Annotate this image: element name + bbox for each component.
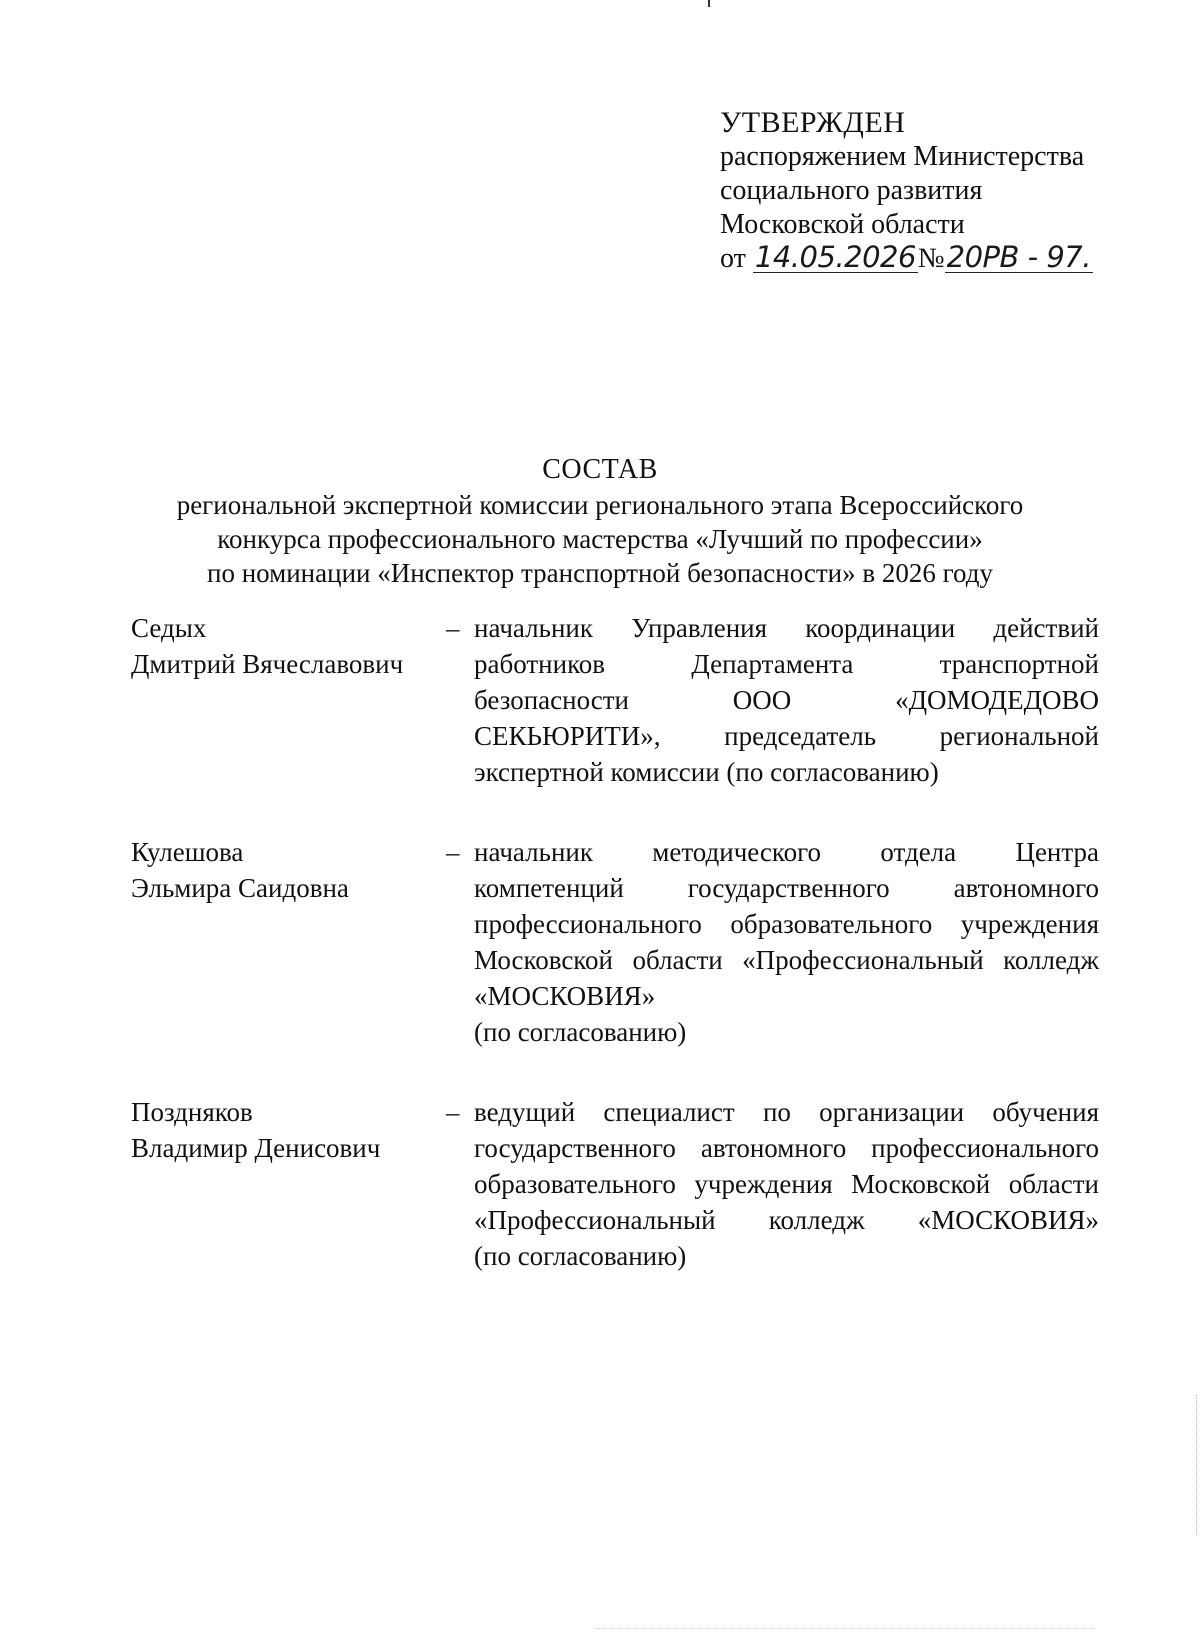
dash-separator: – xyxy=(446,837,460,867)
position-line: (по согласованию) xyxy=(474,1017,687,1047)
position-line: безопасности ООО «ДОМОДЕДОВО xyxy=(474,685,1099,715)
document-title-block xyxy=(120,452,1080,590)
dash-separator: – xyxy=(446,613,460,643)
approval-line-3: Московской области xyxy=(720,209,965,240)
position-line: образовательного учреждения Московской области xyxy=(474,1169,1099,1199)
position-line: начальник методического отдела Центра xyxy=(474,837,1099,867)
position-line: экспертной комиссии (по согласованию) xyxy=(474,757,939,787)
approval-stamp xyxy=(720,106,1140,282)
commission-member-list xyxy=(131,610,1101,1318)
position-line: «Профессиональный колледж «МОСКОВИЯ» xyxy=(474,1205,1099,1235)
member-entry xyxy=(131,834,1101,1050)
member-name xyxy=(131,1094,446,1274)
document-title: СОСТАВ xyxy=(542,454,658,485)
position-line: (по согласованию) xyxy=(474,1241,687,1271)
member-surname: Кулешова xyxy=(131,837,244,867)
member-entry xyxy=(131,1094,1101,1274)
position-line: ведущий специалист по организации обучения xyxy=(474,1097,1099,1127)
handwritten-number: 20РВ - 97. xyxy=(946,240,1091,274)
member-position xyxy=(474,1094,1099,1274)
scan-noise xyxy=(596,1628,1096,1631)
member-surname: Седых xyxy=(131,613,207,643)
date-prefix: от xyxy=(720,243,746,274)
position-line: начальник Управления координации действий xyxy=(474,613,1099,643)
member-name xyxy=(131,610,446,790)
title-line-2: конкурса профессионального мастерства «Лучший по профессии» xyxy=(217,524,983,554)
member-entry xyxy=(131,610,1101,790)
member-name xyxy=(131,834,446,1050)
approval-date-line xyxy=(720,242,1140,282)
scan-noise xyxy=(1196,1395,1199,1535)
handwritten-date: 14.05.2026 xyxy=(754,240,916,274)
number-sign: № xyxy=(917,243,945,274)
member-given-names: Владимир Денисович xyxy=(131,1133,381,1163)
position-line: профессионального образовательного учреждения xyxy=(474,909,1099,939)
approval-line-1: распоряжением Министерства xyxy=(720,141,1085,172)
position-line: «МОСКОВИЯ» xyxy=(474,981,656,1011)
position-line: государственного автономного профессионального xyxy=(474,1133,1099,1163)
position-line: СЕКЬЮРИТИ», председатель региональной xyxy=(474,721,1099,751)
title-line-3: по номинации «Инспектор транспортной безопасности» в 2026 году xyxy=(207,558,993,588)
member-position xyxy=(474,610,1099,790)
title-line-1: региональной экспертной комиссии регионального этапа Всероссийского xyxy=(176,490,1024,520)
member-given-names: Дмитрий Вячеславович xyxy=(131,649,404,679)
position-line: компетенций государственного автономного xyxy=(474,873,1099,903)
approval-line-2: социального развития xyxy=(720,175,983,206)
position-line: Московской области «Профессиональный колледж xyxy=(474,945,1099,975)
member-given-names: Эльмира Саидовна xyxy=(131,873,349,903)
member-position xyxy=(474,834,1099,1050)
position-line: работников Департамента транспортной xyxy=(474,649,1099,679)
approval-label: УТВЕРЖДЕН xyxy=(720,106,906,139)
dash-separator: – xyxy=(446,1097,460,1127)
member-surname: Поздняков xyxy=(131,1097,253,1127)
scan-mark xyxy=(708,0,710,7)
